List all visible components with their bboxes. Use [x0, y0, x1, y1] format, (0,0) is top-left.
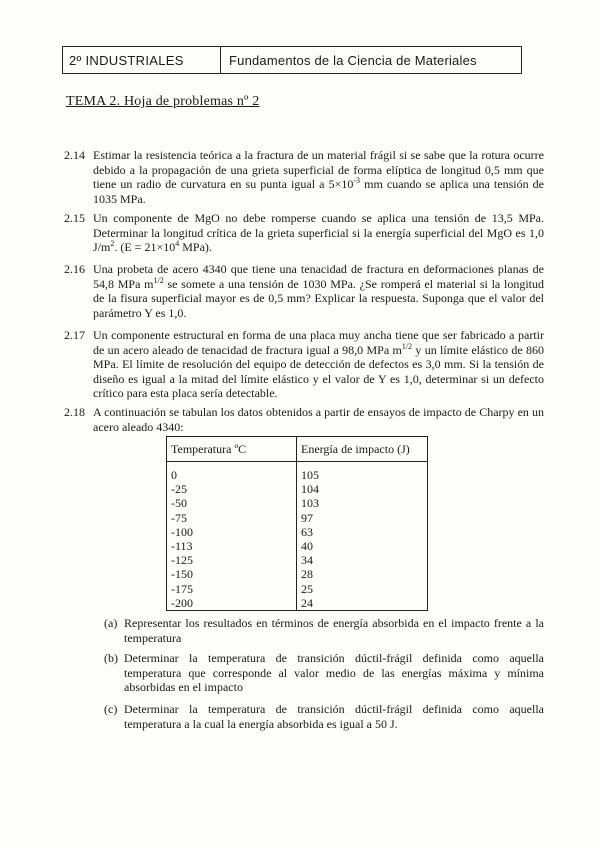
table-row [167, 582, 428, 596]
column-header: Energía de impacto (J) [297, 437, 428, 462]
problem-text-part: . (E = 21×10 [114, 240, 176, 254]
problem-text-part: se somete a una tensión de 1030 MPa. ¿Se romperá el material si la longitud de la fisura superficial mayor es de 0,5 mm? Explicar la respuesta. Suponga que el valor del parámetro Y es 1,0. [93, 276, 544, 320]
energy-cell: 25 [297, 582, 428, 596]
problem-2-17 [64, 328, 544, 401]
table-row [167, 511, 428, 525]
problem-text-part: MPa). [179, 240, 212, 254]
subject-label: Fundamentos de la Ciencia de Materiales [229, 52, 477, 68]
subquestion-text: Representar los resultados en términos de energía absorbida en el impacto frente a la temperatura [124, 616, 544, 645]
subquestion-label: (c) [104, 702, 118, 716]
table-row [167, 596, 428, 611]
problem-2-16 [64, 262, 544, 320]
subquestion-text: Determinar la temperatura de transición dúctil-frágil definida como aquella temperatura que corresponde al valor medio de las energías máxima y mínima absorbidas en el impacto [124, 651, 544, 694]
energy-cell: 103 [297, 496, 428, 510]
table-row [167, 539, 428, 553]
table-row [167, 567, 428, 581]
energy-cell: 105 [297, 468, 428, 482]
problem-text [93, 148, 544, 206]
course-label: 2º INDUSTRIALES [63, 47, 221, 73]
subquestion-text: Determinar la temperatura de transición dúctil-frágil definida como aquella temperatura a la cual la energía absorbida es igual a 50 J. [124, 702, 544, 731]
temperature-cell: -200 [167, 596, 297, 611]
temperature-cell: -100 [167, 525, 297, 539]
subquestion-a [104, 616, 544, 645]
temperature-cell: -175 [167, 582, 297, 596]
temperature-cell: -113 [167, 539, 297, 553]
subquestion-label: (a) [104, 616, 118, 630]
problem-text-part: y un límite elástico de 860 MPa. El límite de resolución del equipo de detección de defectos es 3,0 mm. Si la tensión de diseño es igual a la mitad del límite elástico y el valor de Y es 1,0, determinar si un defecto crítico para esta placa sería detectable. [93, 342, 544, 400]
problem-text [93, 328, 544, 401]
problem-text-part: mm cuando se aplica una tensión de 1035 MPa. [93, 177, 545, 206]
table-row [167, 553, 428, 567]
page-title: TEMA 2. Hoja de problemas nº 2 [66, 94, 260, 109]
energy-cell: 97 [297, 511, 428, 525]
problem-number: 2.18 [64, 405, 85, 419]
problem-text-part: Un componente estructural en forma de una placa muy ancha tiene que ser fabricado a partir de un acero aleado de tenacidad de fractura igual a 98,0 MPa m [93, 328, 544, 357]
problem-text-part: Estimar la resistencia teórica a la fractura de un material frágil si se sabe que la rotura ocurre debido a la propagación de una grieta superficial de forma elíptica de longitud 0,5 mm que tiene un radio de curvatura en su punta igual a 5×10 [93, 148, 544, 191]
problem-text [93, 211, 544, 255]
energy-cell: 34 [297, 553, 428, 567]
table-row [167, 525, 428, 539]
energy-cell: 63 [297, 525, 428, 539]
exponent: 1/2 [401, 341, 413, 351]
subquestion-c [104, 702, 544, 731]
energy-cell: 104 [297, 482, 428, 496]
problem-text: A continuación se tabulan los datos obtenidos a partir de ensayos de impacto de Charpy en un acero aleado 4340: [93, 405, 544, 434]
table-row [167, 482, 428, 496]
problem-text-part: Un componente de MgO no debe romperse cuando se aplica una tensión de 13,5 MPa. Determinar la longitud crítica de la grieta superficial si la energía superficial del MgO es 1,0 J/m [93, 211, 544, 254]
problem-number: 2.17 [64, 328, 85, 342]
problem-number: 2.15 [64, 211, 85, 225]
exponent: 1/2 [153, 275, 164, 285]
problem-text [93, 262, 544, 320]
temperature-cell: -25 [167, 482, 297, 496]
exponent: 4 [175, 239, 180, 248]
problem-text-part: Una probeta de acero 4340 que tiene una tenacidad de fractura en deformaciones planas de 54,8 MPa m [93, 262, 544, 291]
impact-data-table [166, 436, 428, 611]
header-box [62, 46, 522, 74]
problem-2-14 [64, 148, 544, 206]
energy-cell: 24 [297, 596, 428, 611]
temperature-cell: -150 [167, 567, 297, 581]
temperature-cell: 0 [167, 468, 297, 482]
table-header-row [167, 437, 428, 462]
exponent: -3 [353, 176, 361, 185]
problem-2-18 [64, 405, 544, 434]
energy-cell: 28 [297, 567, 428, 581]
problem-number: 2.14 [64, 148, 85, 162]
subquestion-b [104, 651, 544, 695]
energy-cell: 40 [297, 539, 428, 553]
table-row [167, 496, 428, 510]
exponent: 2 [110, 239, 115, 248]
temperature-cell: -75 [167, 511, 297, 525]
subquestion-label: (b) [104, 651, 118, 665]
temperature-cell: -50 [167, 496, 297, 510]
problem-2-15 [64, 211, 544, 255]
table-row [167, 468, 428, 482]
problem-number: 2.16 [64, 262, 85, 276]
temperature-cell: -125 [167, 553, 297, 567]
column-header: Temperatura ºC [167, 437, 297, 462]
